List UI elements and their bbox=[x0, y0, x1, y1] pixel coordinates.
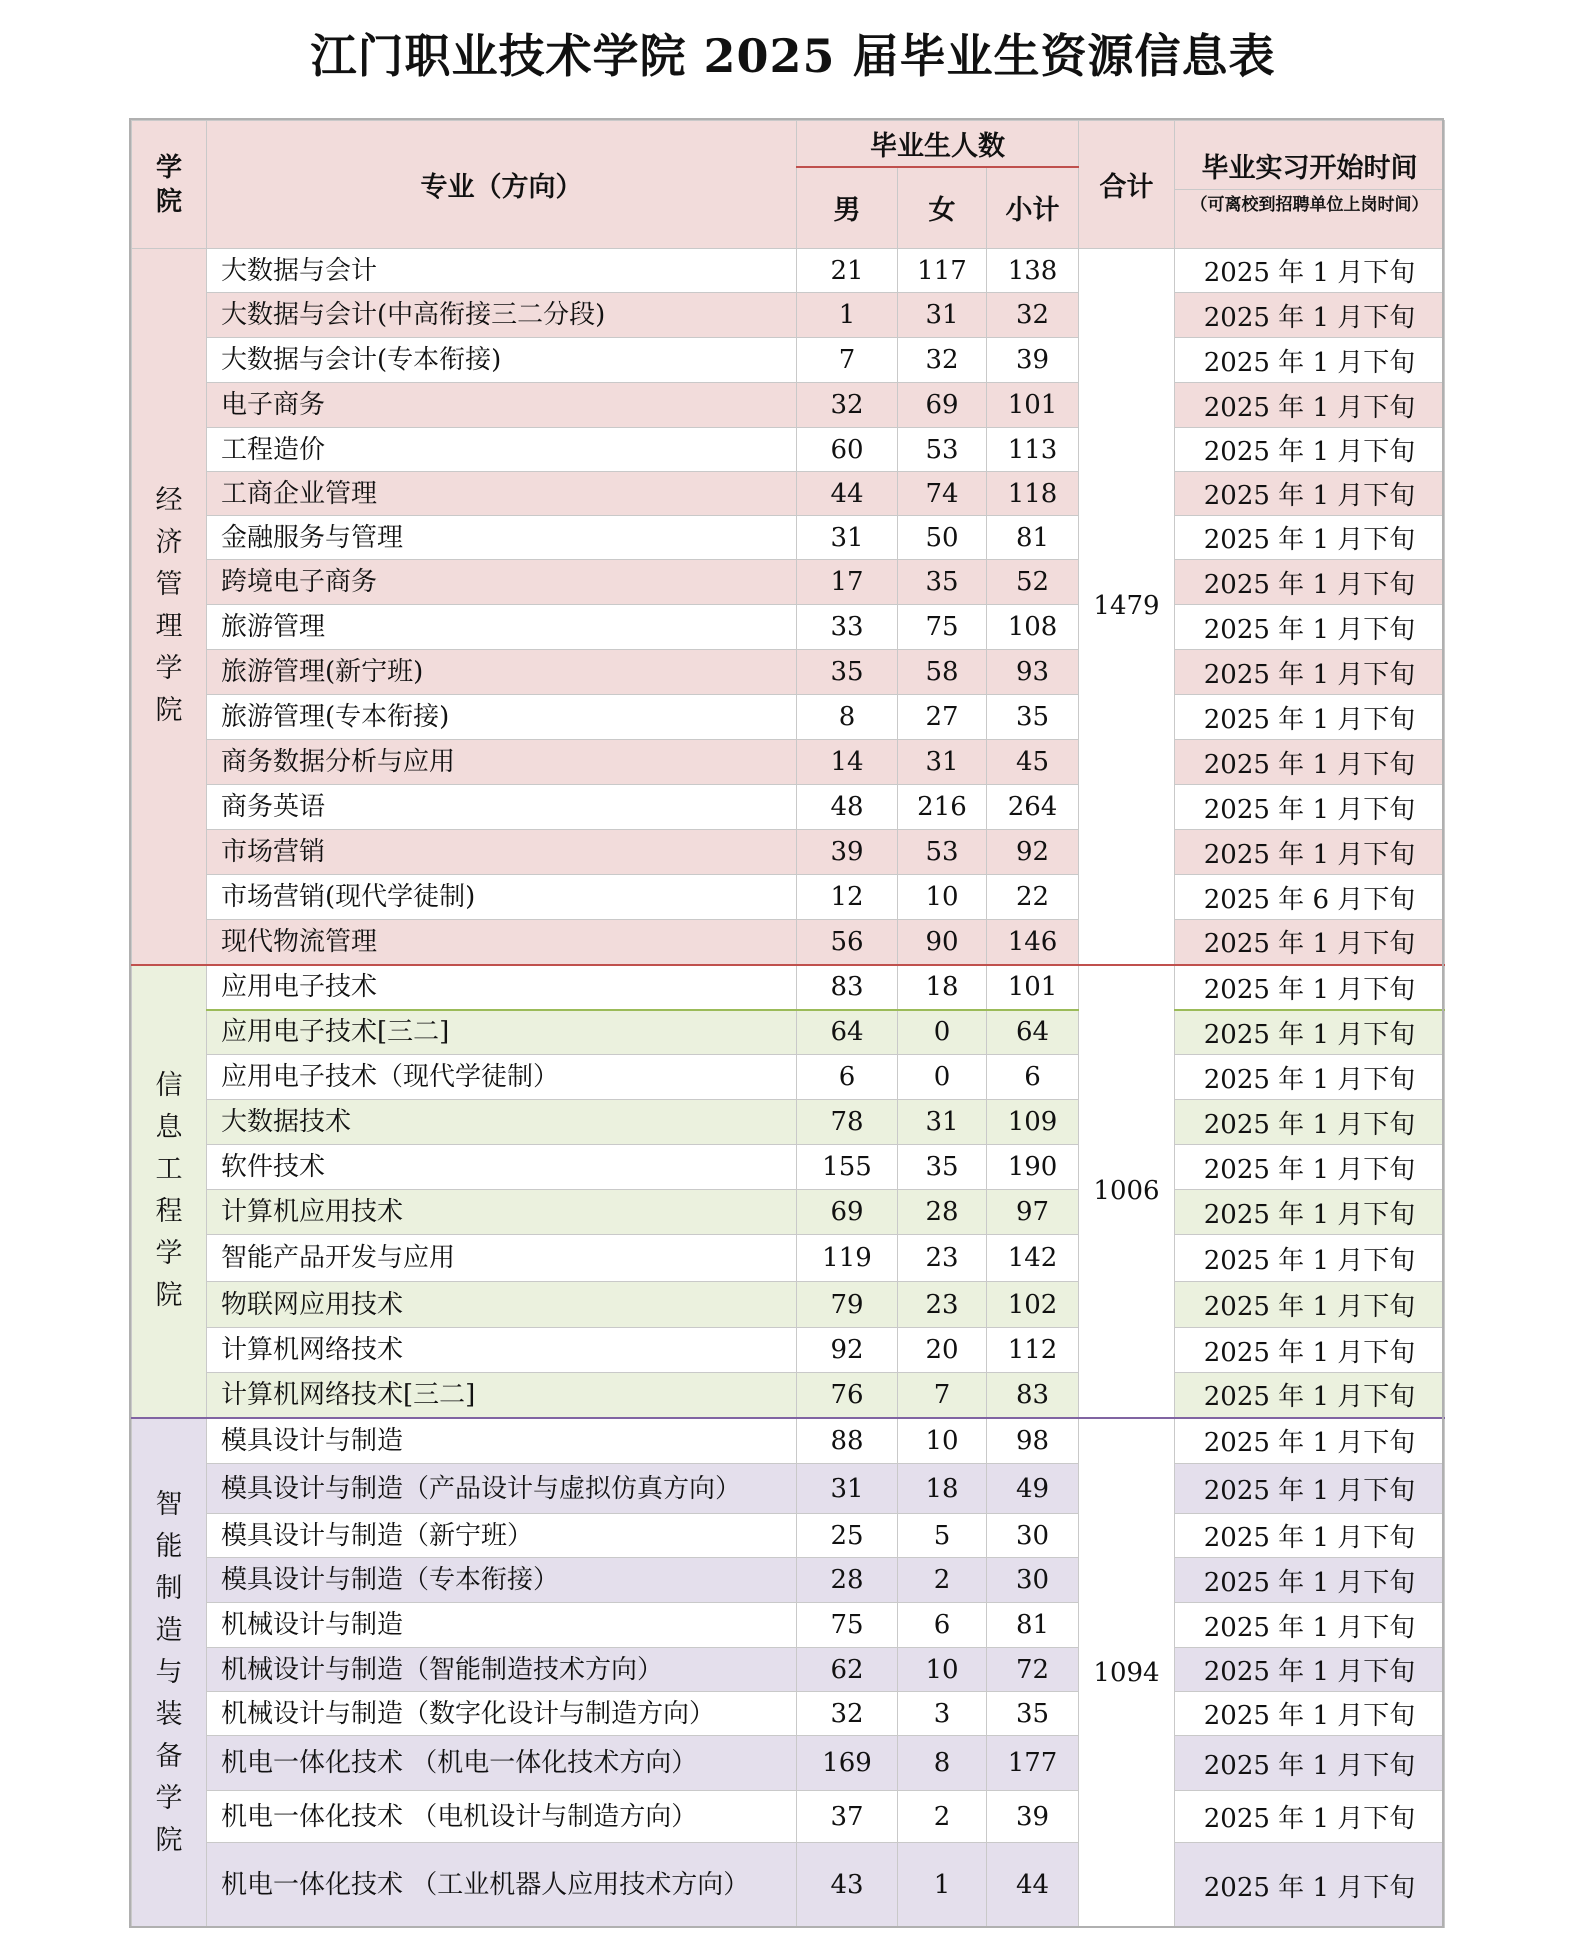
major-cell: 大数据与会计 bbox=[207, 249, 797, 293]
subtotal-count: 39 bbox=[987, 1791, 1079, 1843]
table-row bbox=[132, 1328, 1445, 1373]
female-count: 0 bbox=[898, 1055, 987, 1100]
male-count: 119 bbox=[797, 1235, 898, 1282]
table-row bbox=[132, 1464, 1445, 1514]
table-row bbox=[132, 830, 1445, 875]
male-count: 60 bbox=[797, 428, 898, 472]
table-row bbox=[132, 1791, 1445, 1843]
table-row bbox=[132, 560, 1445, 605]
major-cell: 旅游管理 bbox=[207, 605, 797, 650]
male-count: 155 bbox=[797, 1145, 898, 1190]
male-count: 17 bbox=[797, 560, 898, 605]
subtotal-count: 97 bbox=[987, 1190, 1079, 1235]
female-count: 28 bbox=[898, 1190, 987, 1235]
college-name: 智能制造与装备学院 bbox=[155, 1488, 183, 1856]
female-count: 31 bbox=[898, 293, 987, 338]
start-time: 2025 年 1 月下旬 bbox=[1175, 472, 1445, 516]
male-count: 43 bbox=[797, 1843, 898, 1928]
female-count: 27 bbox=[898, 695, 987, 740]
subtotal-count: 101 bbox=[987, 965, 1079, 1010]
male-count: 21 bbox=[797, 249, 898, 293]
header-start-time bbox=[1175, 121, 1445, 249]
female-count: 53 bbox=[898, 428, 987, 472]
female-count: 7 bbox=[898, 1373, 987, 1418]
major-cell: 物联网应用技术 bbox=[207, 1282, 797, 1328]
start-time: 2025 年 1 月下旬 bbox=[1175, 1100, 1445, 1145]
major-cell: 市场营销(现代学徒制) bbox=[207, 875, 797, 920]
start-time: 2025 年 1 月下旬 bbox=[1175, 1010, 1445, 1055]
major-cell: 机电一体化技术 （电机设计与制造方向） bbox=[207, 1791, 797, 1843]
female-count: 31 bbox=[898, 740, 987, 785]
major-cell: 软件技术 bbox=[207, 1145, 797, 1190]
male-count: 44 bbox=[797, 472, 898, 516]
subtotal-count: 108 bbox=[987, 605, 1079, 650]
male-count: 48 bbox=[797, 785, 898, 830]
subtotal-count: 92 bbox=[987, 830, 1079, 875]
male-count: 76 bbox=[797, 1373, 898, 1418]
header-start-time-note: （可离校到招聘单位上岗时间） bbox=[1190, 195, 1429, 215]
start-time: 2025 年 1 月下旬 bbox=[1175, 965, 1445, 1010]
female-count: 23 bbox=[898, 1282, 987, 1328]
table-row bbox=[132, 428, 1445, 472]
table-row bbox=[132, 293, 1445, 338]
start-time: 2025 年 1 月下旬 bbox=[1175, 293, 1445, 338]
subtotal-count: 98 bbox=[987, 1418, 1079, 1464]
college-name: 经济管理学院 bbox=[155, 485, 183, 727]
male-count: 37 bbox=[797, 1791, 898, 1843]
subtotal-count: 93 bbox=[987, 650, 1079, 695]
start-time: 2025 年 1 月下旬 bbox=[1175, 560, 1445, 605]
subtotal-count: 32 bbox=[987, 293, 1079, 338]
female-count: 5 bbox=[898, 1514, 987, 1558]
major-cell: 工程造价 bbox=[207, 428, 797, 472]
major-cell: 机电一体化技术 （机电一体化技术方向） bbox=[207, 1736, 797, 1791]
start-time: 2025 年 1 月下旬 bbox=[1175, 516, 1445, 560]
table-row bbox=[132, 1843, 1445, 1928]
start-time: 2025 年 1 月下旬 bbox=[1175, 1373, 1445, 1418]
start-time: 2025 年 1 月下旬 bbox=[1175, 1418, 1445, 1464]
start-time: 2025 年 1 月下旬 bbox=[1175, 1235, 1445, 1282]
male-count: 12 bbox=[797, 875, 898, 920]
start-time: 2025 年 1 月下旬 bbox=[1175, 1603, 1445, 1648]
table-row bbox=[132, 1282, 1445, 1328]
table-row bbox=[132, 1235, 1445, 1282]
subtotal-count: 81 bbox=[987, 516, 1079, 560]
major-cell: 机械设计与制造 bbox=[207, 1603, 797, 1648]
female-count: 3 bbox=[898, 1692, 987, 1736]
subtotal-count: 109 bbox=[987, 1100, 1079, 1145]
major-cell: 应用电子技术[三二] bbox=[207, 1010, 797, 1055]
table-row bbox=[132, 1736, 1445, 1791]
subtotal-count: 146 bbox=[987, 920, 1079, 965]
major-cell: 旅游管理(新宁班) bbox=[207, 650, 797, 695]
start-time: 2025 年 1 月下旬 bbox=[1175, 605, 1445, 650]
start-time: 2025 年 1 月下旬 bbox=[1175, 1514, 1445, 1558]
male-count: 6 bbox=[797, 1055, 898, 1100]
male-count: 35 bbox=[797, 650, 898, 695]
female-count: 31 bbox=[898, 1100, 987, 1145]
table-row bbox=[132, 920, 1445, 965]
table-row bbox=[132, 965, 1445, 1010]
male-count: 92 bbox=[797, 1328, 898, 1373]
female-count: 18 bbox=[898, 965, 987, 1010]
male-count: 28 bbox=[797, 1558, 898, 1603]
female-count: 8 bbox=[898, 1736, 987, 1791]
female-count: 6 bbox=[898, 1603, 987, 1648]
subtotal-count: 112 bbox=[987, 1328, 1079, 1373]
college-total: 1479 bbox=[1079, 249, 1175, 965]
major-cell: 机械设计与制造（智能制造技术方向） bbox=[207, 1648, 797, 1692]
table-row bbox=[132, 785, 1445, 830]
male-count: 83 bbox=[797, 965, 898, 1010]
table-row bbox=[132, 1190, 1445, 1235]
header-total: 合计 bbox=[1079, 121, 1175, 249]
major-cell: 商务数据分析与应用 bbox=[207, 740, 797, 785]
female-count: 58 bbox=[898, 650, 987, 695]
start-time: 2025 年 6 月下旬 bbox=[1175, 875, 1445, 920]
table-row bbox=[132, 249, 1445, 293]
subtotal-count: 44 bbox=[987, 1843, 1079, 1928]
male-count: 64 bbox=[797, 1010, 898, 1055]
table-row bbox=[132, 650, 1445, 695]
college-name: 信息工程学院 bbox=[155, 1070, 183, 1311]
table-row bbox=[132, 740, 1445, 785]
female-count: 74 bbox=[898, 472, 987, 516]
major-cell: 跨境电子商务 bbox=[207, 560, 797, 605]
male-count: 33 bbox=[797, 605, 898, 650]
major-cell: 计算机网络技术[三二] bbox=[207, 1373, 797, 1418]
male-count: 1 bbox=[797, 293, 898, 338]
female-count: 1 bbox=[898, 1843, 987, 1928]
subtotal-count: 101 bbox=[987, 383, 1079, 428]
table-row bbox=[132, 695, 1445, 740]
major-cell: 金融服务与管理 bbox=[207, 516, 797, 560]
subtotal-count: 138 bbox=[987, 249, 1079, 293]
female-count: 90 bbox=[898, 920, 987, 965]
male-count: 31 bbox=[797, 516, 898, 560]
female-count: 32 bbox=[898, 338, 987, 383]
start-time: 2025 年 1 月下旬 bbox=[1175, 1190, 1445, 1235]
subtotal-count: 142 bbox=[987, 1235, 1079, 1282]
female-count: 2 bbox=[898, 1558, 987, 1603]
subtotal-count: 30 bbox=[987, 1558, 1079, 1603]
start-time: 2025 年 1 月下旬 bbox=[1175, 249, 1445, 293]
major-cell: 大数据技术 bbox=[207, 1100, 797, 1145]
female-count: 20 bbox=[898, 1328, 987, 1373]
start-time: 2025 年 1 月下旬 bbox=[1175, 1791, 1445, 1843]
header-subtotal: 小计 bbox=[987, 167, 1079, 249]
major-cell: 模具设计与制造（新宁班） bbox=[207, 1514, 797, 1558]
subtotal-count: 30 bbox=[987, 1514, 1079, 1558]
start-time: 2025 年 1 月下旬 bbox=[1175, 383, 1445, 428]
table-row bbox=[132, 875, 1445, 920]
male-count: 169 bbox=[797, 1736, 898, 1791]
female-count: 53 bbox=[898, 830, 987, 875]
start-time: 2025 年 1 月下旬 bbox=[1175, 1145, 1445, 1190]
header-start-time-label: 毕业实习开始时间 bbox=[1175, 149, 1444, 190]
start-time: 2025 年 1 月下旬 bbox=[1175, 1464, 1445, 1514]
female-count: 50 bbox=[898, 516, 987, 560]
subtotal-count: 22 bbox=[987, 875, 1079, 920]
male-count: 14 bbox=[797, 740, 898, 785]
header-female: 女 bbox=[898, 167, 987, 249]
start-time: 2025 年 1 月下旬 bbox=[1175, 1558, 1445, 1603]
subtotal-count: 83 bbox=[987, 1373, 1079, 1418]
table-row bbox=[132, 1145, 1445, 1190]
major-cell: 大数据与会计(中高衔接三二分段) bbox=[207, 293, 797, 338]
table-row bbox=[132, 605, 1445, 650]
male-count: 8 bbox=[797, 695, 898, 740]
female-count: 69 bbox=[898, 383, 987, 428]
female-count: 23 bbox=[898, 1235, 987, 1282]
male-count: 88 bbox=[797, 1418, 898, 1464]
male-count: 62 bbox=[797, 1648, 898, 1692]
subtotal-count: 102 bbox=[987, 1282, 1079, 1328]
table-row bbox=[132, 1418, 1445, 1464]
start-time: 2025 年 1 月下旬 bbox=[1175, 830, 1445, 875]
subtotal-count: 177 bbox=[987, 1736, 1079, 1791]
major-cell: 模具设计与制造（专本衔接） bbox=[207, 1558, 797, 1603]
female-count: 75 bbox=[898, 605, 987, 650]
page-title: 江门职业技术学院 2025 届毕业生资源信息表 bbox=[310, 29, 1276, 83]
header-graduates: 毕业生人数 bbox=[797, 121, 1079, 167]
table-body bbox=[132, 249, 1445, 1928]
subtotal-count: 39 bbox=[987, 338, 1079, 383]
table-row bbox=[132, 383, 1445, 428]
start-time: 2025 年 1 月下旬 bbox=[1175, 920, 1445, 965]
header-major: 专业（方向） bbox=[207, 121, 797, 249]
header-college: 学院 bbox=[132, 121, 207, 249]
female-count: 35 bbox=[898, 1145, 987, 1190]
subtotal-count: 64 bbox=[987, 1010, 1079, 1055]
female-count: 0 bbox=[898, 1010, 987, 1055]
female-count: 216 bbox=[898, 785, 987, 830]
start-time: 2025 年 1 月下旬 bbox=[1175, 1055, 1445, 1100]
subtotal-count: 81 bbox=[987, 1603, 1079, 1648]
male-count: 7 bbox=[797, 338, 898, 383]
college-total: 1006 bbox=[1079, 965, 1175, 1418]
start-time: 2025 年 1 月下旬 bbox=[1175, 785, 1445, 830]
college-cell bbox=[132, 1418, 207, 1928]
table-row bbox=[132, 338, 1445, 383]
table-row bbox=[132, 1055, 1445, 1100]
start-time: 2025 年 1 月下旬 bbox=[1175, 1328, 1445, 1373]
table-row bbox=[132, 1010, 1445, 1055]
major-cell: 模具设计与制造 bbox=[207, 1418, 797, 1464]
subtotal-count: 35 bbox=[987, 695, 1079, 740]
start-time: 2025 年 1 月下旬 bbox=[1175, 1648, 1445, 1692]
female-count: 35 bbox=[898, 560, 987, 605]
table-row bbox=[132, 1100, 1445, 1145]
female-count: 117 bbox=[898, 249, 987, 293]
male-count: 78 bbox=[797, 1100, 898, 1145]
major-cell: 现代物流管理 bbox=[207, 920, 797, 965]
college-cell bbox=[132, 249, 207, 965]
college-cell bbox=[132, 965, 207, 1418]
major-cell: 工商企业管理 bbox=[207, 472, 797, 516]
major-cell: 应用电子技术 bbox=[207, 965, 797, 1010]
female-count: 10 bbox=[898, 875, 987, 920]
subtotal-count: 35 bbox=[987, 1692, 1079, 1736]
major-cell: 应用电子技术（现代学徒制） bbox=[207, 1055, 797, 1100]
male-count: 39 bbox=[797, 830, 898, 875]
major-cell: 计算机应用技术 bbox=[207, 1190, 797, 1235]
header-male: 男 bbox=[797, 167, 898, 249]
major-cell: 机械设计与制造（数字化设计与制造方向） bbox=[207, 1692, 797, 1736]
male-count: 56 bbox=[797, 920, 898, 965]
female-count: 2 bbox=[898, 1791, 987, 1843]
subtotal-count: 190 bbox=[987, 1145, 1079, 1190]
subtotal-count: 113 bbox=[987, 428, 1079, 472]
major-cell: 智能产品开发与应用 bbox=[207, 1235, 797, 1282]
table-row bbox=[132, 1648, 1445, 1692]
major-cell: 模具设计与制造（产品设计与虚拟仿真方向） bbox=[207, 1464, 797, 1514]
male-count: 79 bbox=[797, 1282, 898, 1328]
table-row bbox=[132, 472, 1445, 516]
female-count: 18 bbox=[898, 1464, 987, 1514]
subtotal-count: 72 bbox=[987, 1648, 1079, 1692]
subtotal-count: 6 bbox=[987, 1055, 1079, 1100]
subtotal-count: 264 bbox=[987, 785, 1079, 830]
start-time: 2025 年 1 月下旬 bbox=[1175, 1692, 1445, 1736]
major-cell: 大数据与会计(专本衔接) bbox=[207, 338, 797, 383]
subtotal-count: 52 bbox=[987, 560, 1079, 605]
subtotal-count: 118 bbox=[987, 472, 1079, 516]
male-count: 25 bbox=[797, 1514, 898, 1558]
major-cell: 市场营销 bbox=[207, 830, 797, 875]
male-count: 75 bbox=[797, 1603, 898, 1648]
college-total: 1094 bbox=[1079, 1418, 1175, 1928]
subtotal-count: 49 bbox=[987, 1464, 1079, 1514]
male-count: 69 bbox=[797, 1190, 898, 1235]
major-cell: 机电一体化技术 （工业机器人应用技术方向） bbox=[207, 1843, 797, 1928]
start-time: 2025 年 1 月下旬 bbox=[1175, 740, 1445, 785]
major-cell: 电子商务 bbox=[207, 383, 797, 428]
table-row bbox=[132, 1558, 1445, 1603]
male-count: 32 bbox=[797, 1692, 898, 1736]
table-row bbox=[132, 1514, 1445, 1558]
start-time: 2025 年 1 月下旬 bbox=[1175, 650, 1445, 695]
table-row bbox=[132, 1373, 1445, 1418]
start-time: 2025 年 1 月下旬 bbox=[1175, 1843, 1445, 1928]
start-time: 2025 年 1 月下旬 bbox=[1175, 695, 1445, 740]
start-time: 2025 年 1 月下旬 bbox=[1175, 338, 1445, 383]
female-count: 10 bbox=[898, 1648, 987, 1692]
male-count: 32 bbox=[797, 383, 898, 428]
table-row bbox=[132, 1692, 1445, 1736]
start-time: 2025 年 1 月下旬 bbox=[1175, 428, 1445, 472]
graduate-table bbox=[131, 120, 1445, 1928]
table-row bbox=[132, 1603, 1445, 1648]
start-time: 2025 年 1 月下旬 bbox=[1175, 1736, 1445, 1791]
major-cell: 旅游管理(专本衔接) bbox=[207, 695, 797, 740]
major-cell: 计算机网络技术 bbox=[207, 1328, 797, 1373]
start-time: 2025 年 1 月下旬 bbox=[1175, 1282, 1445, 1328]
male-count: 31 bbox=[797, 1464, 898, 1514]
major-cell: 商务英语 bbox=[207, 785, 797, 830]
table-row bbox=[132, 516, 1445, 560]
female-count: 10 bbox=[898, 1418, 987, 1464]
subtotal-count: 45 bbox=[987, 740, 1079, 785]
